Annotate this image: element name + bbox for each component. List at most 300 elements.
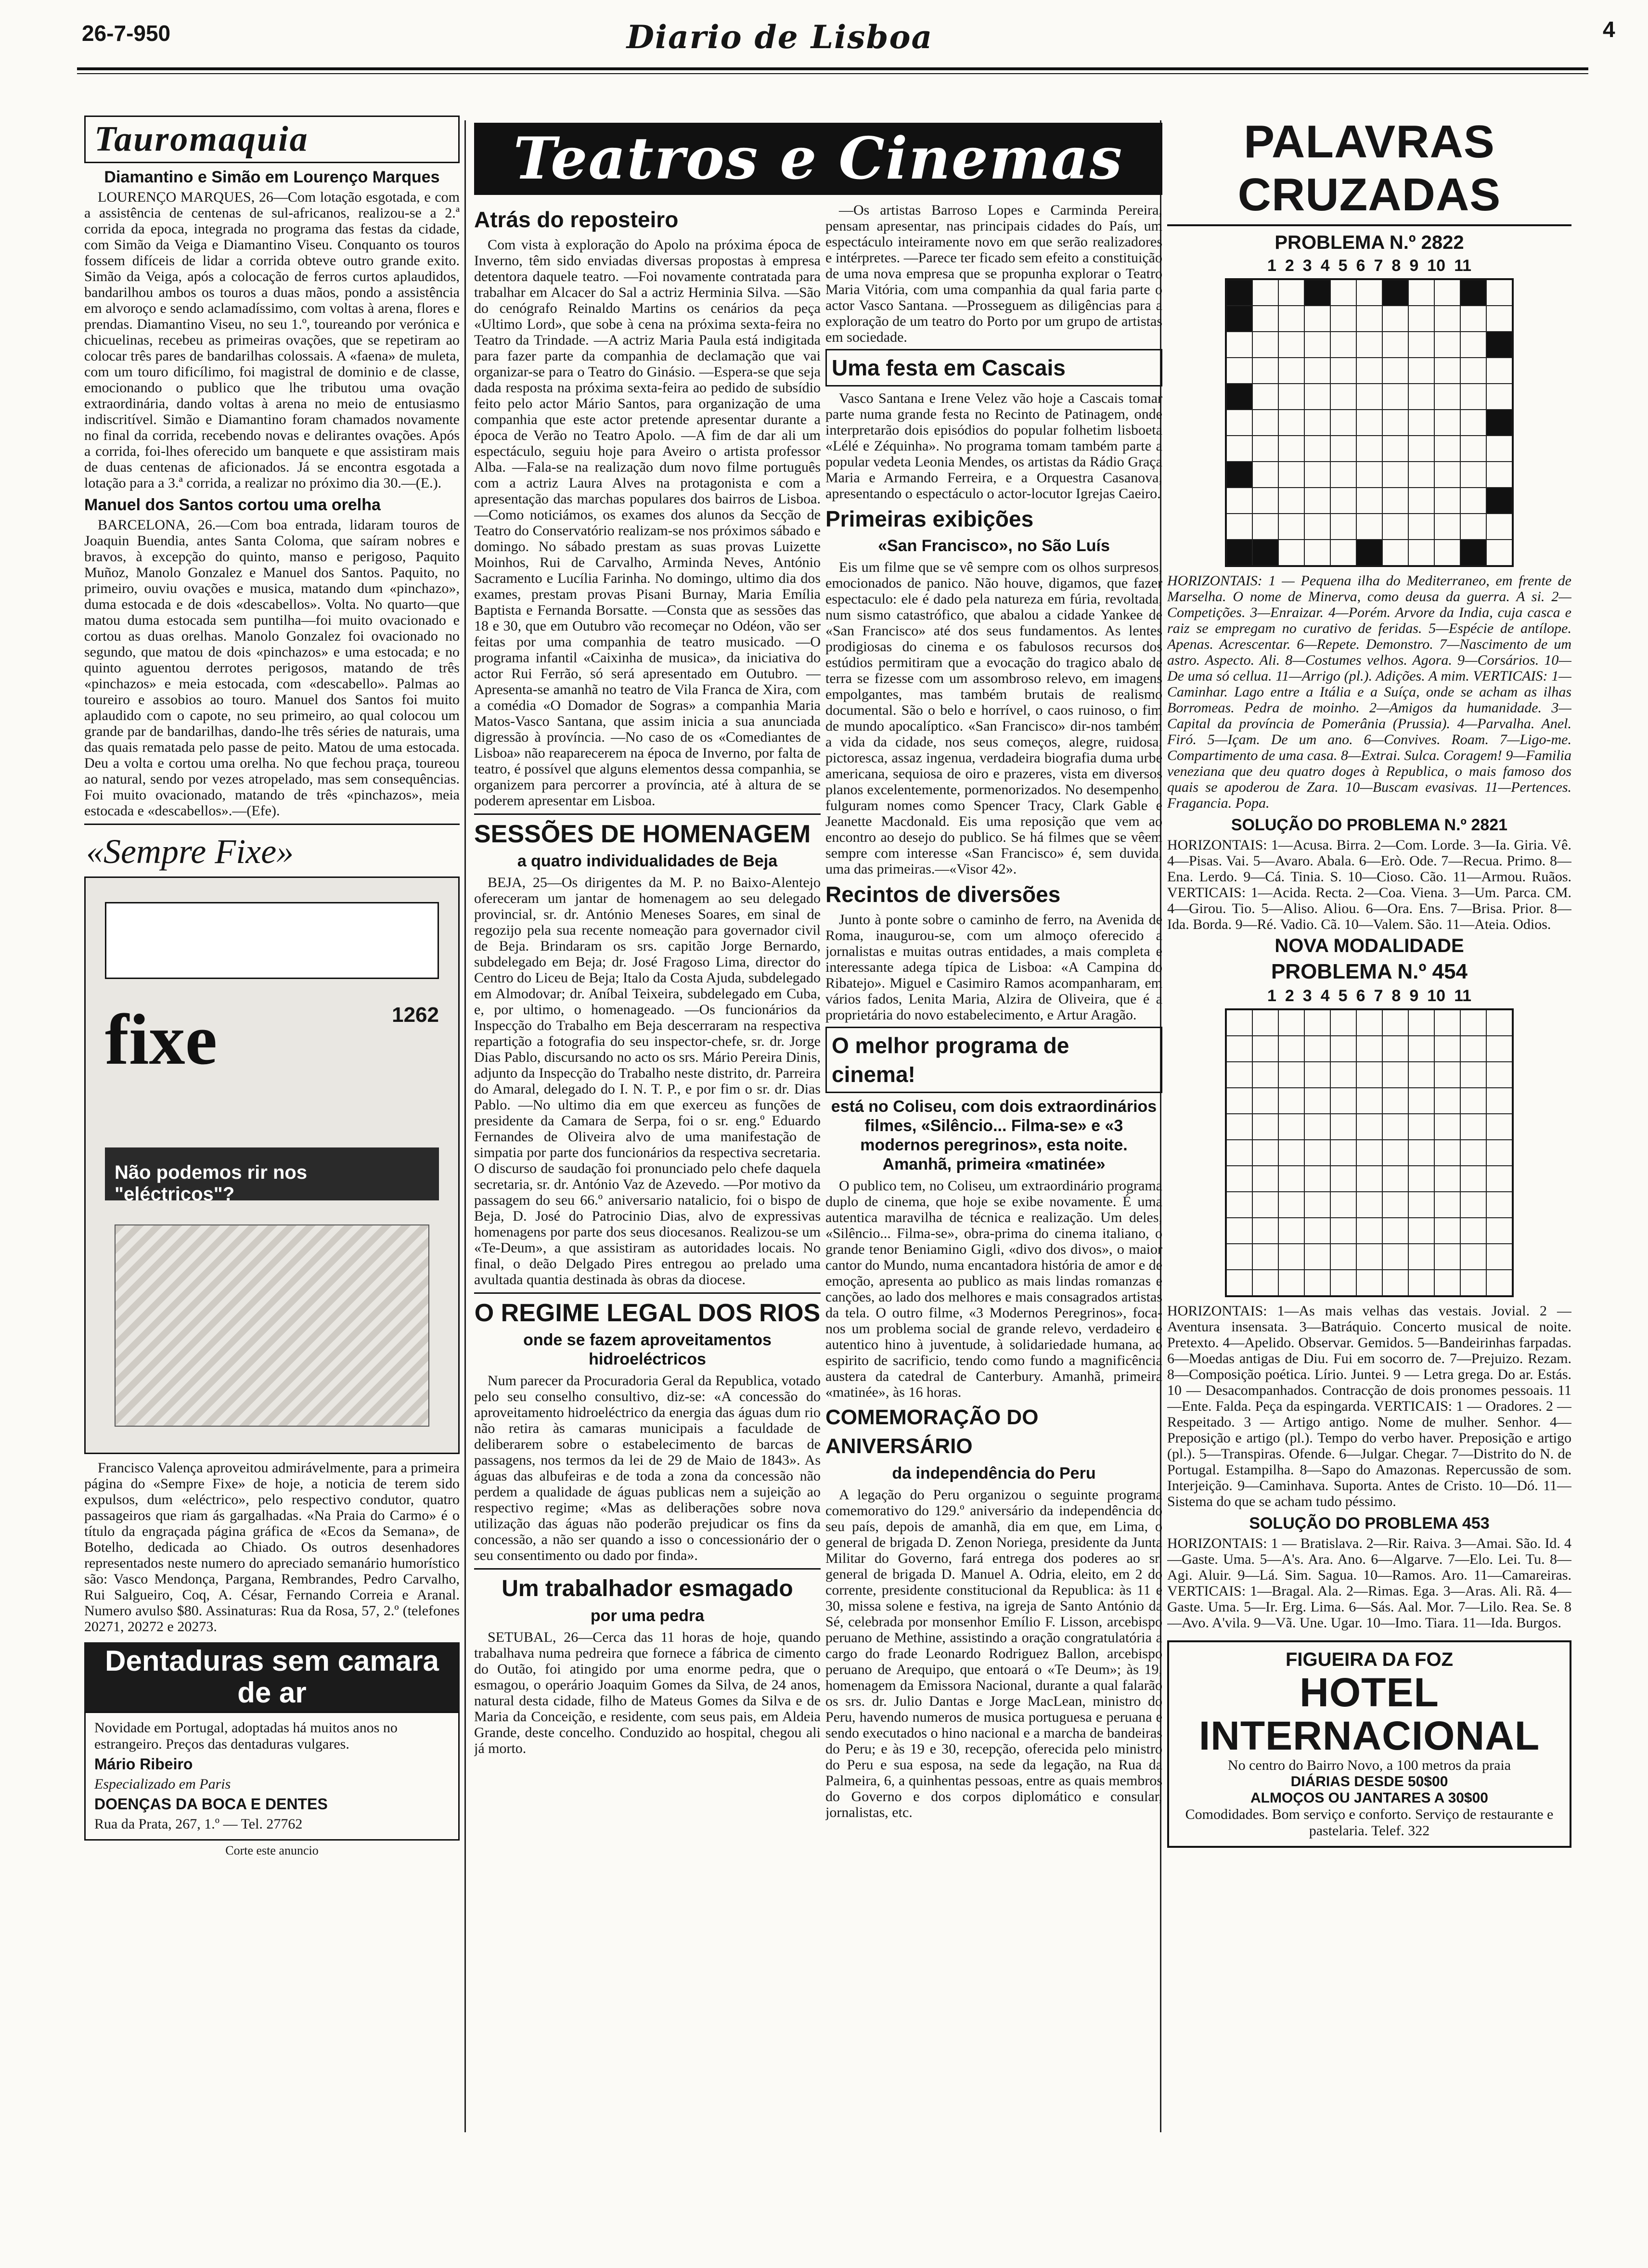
article-body: Eis um filme que se vê sempre com os olhos surpresos, emocionados de panico. Não houve, digamos, que fazer espectaculo: ele é dado pela natureza em fúria, revoltada, num sismo catastrófico, que abalou a cidade Yankee de «San Francisco» até dos seus fundamentos. As lentes prodigiosas do cinema e os fabulosos recursos dos estúdios permitiram que a evocação do tragico abalo de terra se fizesse com um assombroso relevo, em imagens empolgantes, mas também brutais de realismo documental. São o belo e horrível, o caos ruinoso, o fim de mundo apocalíptico. «San Francisco» dir-nos também a vida da cidade, nos seus começos, alegre, ruidosa, pictoresca, assaz ingenua, verdadeira biografia duma urbe americana, sequiosa de oiro e prazeres, vista em diversos planos excelentemente, pormenorizados. No desempenho, fulguram nomes como Spencer Tracy, Clark Gable e Jeanette Macdonald. Eis uma reposição que vem ao encontro ao desejo do publico. Se há filmes que se vêem sempre com interesse «San Francisco» é, sem duvida, uma das primeiras.—«Visor 42».	[825, 559, 1162, 877]
grid-cell[interactable]	[1434, 384, 1460, 410]
grid-cell[interactable]	[1460, 514, 1486, 540]
grid-cell[interactable]	[1304, 1114, 1330, 1140]
grid-cell[interactable]	[1252, 1140, 1278, 1166]
article-subheadline: onde se fazem aproveitamentos hidroeléctricos	[523, 1331, 772, 1368]
grid-cell[interactable]	[1356, 1218, 1382, 1244]
grid-cell[interactable]	[1382, 280, 1408, 306]
grid-cell[interactable]	[1278, 1192, 1304, 1218]
grid-cell[interactable]	[1330, 1244, 1356, 1270]
grid-cell[interactable]	[1278, 332, 1304, 358]
grid-cell[interactable]	[1304, 1218, 1330, 1244]
grid-cell[interactable]	[1408, 1218, 1434, 1244]
grid-cell[interactable]	[1226, 514, 1252, 540]
grid-cell[interactable]	[1486, 1062, 1512, 1088]
grid-cell[interactable]	[1408, 1088, 1434, 1114]
solution-text: HORIZONTAIS: 1—Acusa. Birra. 2—Com. Lorde. 3—Ia. Giria. Vê. 4—Pisas. Vai. 5—Avaro. Abala. 6—Erò. Ode. 7—Recua. Primo. 8—Ena. Lerdo. 9—Cá. Tinia. S. 10—Cioso. Cão. 11—Armou. Ruãos. VERTICAIS: 1—Acida. Recta. 2—Coa. Viena. 3—Um. Parca. CM. 4—Girou. Tio. 5—Aliso. Aliou. 6—Ora. Ens. 7—Brisa. Prior. 8—Ida. Borda. 9—Ré. Vadio. Cã. 10—Valem. São. 11—Ateia. Odios.	[1167, 837, 1571, 932]
grid-cell[interactable]	[1278, 1270, 1304, 1296]
grid-cell[interactable]	[1252, 1114, 1278, 1140]
grid-cell[interactable]	[1486, 1166, 1512, 1192]
grid-cell[interactable]	[1252, 462, 1278, 488]
grid-cell[interactable]	[1226, 1088, 1252, 1114]
grid-number: 9	[1409, 987, 1419, 1005]
grid-cell[interactable]	[1434, 1270, 1460, 1296]
cover-masthead	[105, 902, 439, 979]
grid-cell[interactable]	[1304, 1244, 1330, 1270]
grid-cell[interactable]	[1356, 358, 1382, 384]
grid-cell[interactable]	[1278, 436, 1304, 462]
grid-cell[interactable]	[1460, 488, 1486, 514]
grid-cell[interactable]	[1408, 514, 1434, 540]
article-headline: Manuel dos Santos cortou uma orelha	[84, 496, 381, 514]
grid-cell[interactable]	[1486, 1114, 1512, 1140]
grid-cell[interactable]	[1408, 436, 1434, 462]
section-title: «Sempre Fixe»	[86, 832, 294, 871]
grid-cell[interactable]	[1408, 358, 1434, 384]
grid-cell[interactable]	[1226, 1192, 1252, 1218]
grid-cell[interactable]	[1304, 1140, 1330, 1166]
grid-cell[interactable]	[1434, 306, 1460, 332]
section-rule	[84, 824, 460, 825]
grid-cell[interactable]	[1434, 1114, 1460, 1140]
grid-cell[interactable]	[1330, 1062, 1356, 1088]
grid-cell[interactable]	[1382, 436, 1408, 462]
grid-cell[interactable]	[1460, 1244, 1486, 1270]
grid-cell[interactable]	[1486, 436, 1512, 462]
section-rule	[474, 1292, 821, 1294]
grid-cell[interactable]	[1486, 384, 1512, 410]
article-body: LOURENÇO MARQUES, 26—Com lotação esgotada, e com a assistência de centenas de sul-africanos, realizou-se a 2.ª corrida da epoca, integrada no programa das festas da cidade, com Simão da Veiga e Diamantino Viseu. Conquanto os touros fossem difíceis de lidar a corrida obteve outro grande exito. Simão da Veiga, após a colocação de ferros curtos aplaudidos, bandarilhou ambos os touros a duas mãos, pondo a assistência em alvoroço e sendo aclamadíssimo, com voltas à arena, flores e prendas. Diamantino Viseu, no seu 1.º, toureando por verónica e chicuelinas, recebeu as primeiras ovações, que se repetiram ao colocar três pares de bandarilhas colossais. A «faena» de muleta, com um touro dificílimo, foi magistral de dominio e de classe, emocionando o publico que lhe tributou uma ovação extraordinária, dando voltas à arena no meio de entusiasmo indiscritível. Simão e Diamantino foram chamados novamente no final da corrida, recebendo novas e delirantes ovações. Após a corrida, foi-lhes oferecido um banquete e que assistiram mais de duas centenas de aficionados. Já se encontra esgotada a lotação para a 3.ª corrida, a realizar no próximo dia 30.—(E.).	[84, 189, 460, 491]
grid-cell[interactable]	[1486, 358, 1512, 384]
grid-cell[interactable]	[1460, 436, 1486, 462]
grid-cell[interactable]	[1252, 514, 1278, 540]
grid-number: 10	[1427, 257, 1446, 275]
article-body: Francisco Valença aproveitou admirávelmente, para a primeira página do «Sempre Fixe» de hoje, a noticia de terem sido expulsos, dum «eléctrico», pelo respectivo condutor, quatro passageiros que riam ás gargalhadas. «Na Praia do Carmo» é o título da engraçada página gráfica de «Ecos da Semana», de Botelho, dedicada ao Chiado. Os outros desenhadores representados neste numero do apreciado semanário humorístico são: Vasco Mendonça, Pargana, Rembrandes, Pedro Carvalho, Rui Salgueiro, Coq, A. César, Fernando Correia e Aranal. Numero avulso $80. Assinaturas: Rua da Rosa, 57, 2.º (telefones 20271, 20272 e 20273.	[84, 1460, 460, 1635]
grid-cell[interactable]	[1434, 358, 1460, 384]
grid-cell[interactable]	[1330, 1114, 1356, 1140]
grid-cell[interactable]	[1486, 1192, 1512, 1218]
grid-cell[interactable]	[1408, 1140, 1434, 1166]
grid-cell[interactable]	[1460, 280, 1486, 306]
grid-cell[interactable]	[1304, 462, 1330, 488]
grid-cell[interactable]	[1408, 280, 1434, 306]
grid-cell[interactable]	[1434, 436, 1460, 462]
grid-cell[interactable]	[1460, 410, 1486, 436]
grid-cell[interactable]	[1330, 488, 1356, 514]
grid-cell[interactable]	[1252, 1218, 1278, 1244]
ad-headline: Dentaduras sem camara de ar	[84, 1642, 460, 1712]
grid-cell[interactable]	[1356, 1192, 1382, 1218]
grid-cell[interactable]	[1252, 1062, 1278, 1088]
crossword-grid	[1225, 278, 1514, 567]
grid-cell[interactable]	[1252, 436, 1278, 462]
grid-cell[interactable]	[1278, 514, 1304, 540]
grid-cell[interactable]	[1226, 488, 1252, 514]
grid-cell[interactable]	[1460, 1036, 1486, 1062]
grid-cell[interactable]	[1278, 1062, 1304, 1088]
grid-cell[interactable]	[1434, 1036, 1460, 1062]
grid-cell[interactable]	[1330, 332, 1356, 358]
newspaper-masthead: Diario de Lisboa	[626, 18, 933, 56]
grid-number: 11	[1454, 257, 1472, 275]
grid-cell[interactable]	[1486, 488, 1512, 514]
grid-cell[interactable]	[1226, 1166, 1252, 1192]
grid-cell[interactable]	[1486, 1270, 1512, 1296]
grid-cell[interactable]	[1408, 1270, 1434, 1296]
grid-cell[interactable]	[1486, 1088, 1512, 1114]
grid-cell[interactable]	[1278, 410, 1304, 436]
grid-cell[interactable]	[1408, 1166, 1434, 1192]
grid-cell[interactable]	[1356, 306, 1382, 332]
grid-cell[interactable]	[1304, 514, 1330, 540]
grid-cell[interactable]	[1356, 436, 1382, 462]
grid-cell[interactable]	[1434, 1218, 1460, 1244]
grid-cell[interactable]	[1226, 306, 1252, 332]
article-subheadline: a quatro individualidades de Beja	[517, 852, 778, 870]
grid-cell[interactable]	[1460, 1140, 1486, 1166]
grid-cell[interactable]	[1304, 1270, 1330, 1296]
grid-cell[interactable]	[1356, 1140, 1382, 1166]
grid-cell[interactable]	[1460, 1114, 1486, 1140]
grid-cell[interactable]	[1330, 358, 1356, 384]
grid-cell[interactable]	[1434, 1166, 1460, 1192]
grid-cell[interactable]	[1434, 1010, 1460, 1036]
grid-cell[interactable]	[1356, 332, 1382, 358]
grid-cell[interactable]	[1330, 1270, 1356, 1296]
grid-cell[interactable]	[1434, 410, 1460, 436]
grid-cell[interactable]	[1382, 384, 1408, 410]
article-subheadline: da independência do Peru	[892, 1464, 1096, 1482]
grid-cell[interactable]	[1356, 462, 1382, 488]
grid-cell[interactable]	[1356, 540, 1382, 566]
grid-cell[interactable]	[1226, 1114, 1252, 1140]
grid-cell[interactable]	[1330, 1088, 1356, 1114]
grid-number: 10	[1427, 987, 1446, 1005]
grid-cell[interactable]	[1460, 462, 1486, 488]
grid-cell[interactable]	[1226, 462, 1252, 488]
grid-cell[interactable]	[1252, 488, 1278, 514]
grid-number: 11	[1454, 987, 1472, 1005]
grid-cell[interactable]	[1226, 358, 1252, 384]
grid-cell[interactable]	[1434, 280, 1460, 306]
grid-cell[interactable]	[1382, 1088, 1408, 1114]
grid-cell[interactable]	[1304, 280, 1330, 306]
teatros-cinemas-banner: Teatros e Cinemas	[474, 123, 1162, 195]
grid-cell[interactable]	[1382, 514, 1408, 540]
grid-cell[interactable]	[1382, 410, 1408, 436]
solution-title: SOLUÇÃO DO PROBLEMA 453	[1249, 1514, 1490, 1533]
hotel-advertisement	[1167, 1640, 1571, 1848]
grid-cell[interactable]	[1330, 306, 1356, 332]
column-divider	[464, 120, 466, 2132]
grid-cell[interactable]	[1252, 540, 1278, 566]
article-body: BEJA, 25—Os dirigentes da M. P. no Baixo-Alentejo ofereceram um jantar de homenagem ao seu delegado provincial, sr. dr. António Meneses Soares, em sinal de regozijo pela sua recente nomeação para governador civil de Beja. Brindaram os srs. capitão Jorge Bernardo, subdelegado em Beja; dr. José Fragoso Lima, director do Centro do Liceu de Beja; Italo da Costa Ajuda, subdelegado em Almodovar; dr. Aníbal Teixeira, subdelegado em Cuba, e, por ultimo, o homenageado. —Os funcionários da Inspecção do Trabalho em Beja descerraram na respectiva repartição a fotografia do seu inspector-chefe, sr. dr. Jorge Dias Pablo, discursando no acto os srs. Mário Pereira Dinis, adjunto da Inspecção do Trabalho neste distrito, dr. Parreira do Amaral, delegado do I. N. T. P., e por fim o sr. dr. Dias Pablo. —No ultimo dia em que exerceu as funções de presidente da Camara de Serpa, foi o sr. eng.º Eduardo Fernandes de Oliveira alvo de uma manifestação de simpatia por parte dos funcionários da respectiva secretaria. O discurso de saudação foi pronunciado pelo chefe daquela secretaria, sr. dr. António Vaz de Azevedo. —Por motivo da passagem do seu 66.º aniversario natalicio, foi o bispo de Beja, D. José do Patrocinio Dias, alvo de expressivas homenagens por parte dos seus diocesanos. Realizou-se um «Te-Deum», a que assistiram as autoridades locais. No final, o deão Delgado Pires entregou ao prelado uma avultada quantia destinada às obras da diocese.	[474, 875, 821, 1288]
grid-cell[interactable]	[1304, 540, 1330, 566]
grid-cell[interactable]	[1486, 514, 1512, 540]
grid-cell[interactable]	[1252, 358, 1278, 384]
article-subheadline: por uma pedra	[590, 1607, 705, 1625]
grid-cell[interactable]	[1382, 1010, 1408, 1036]
grid-cell[interactable]	[1330, 410, 1356, 436]
grid-cell[interactable]	[1226, 1062, 1252, 1088]
grid-cell[interactable]	[1382, 1140, 1408, 1166]
grid-cell[interactable]	[1486, 306, 1512, 332]
grid-cell[interactable]	[1408, 332, 1434, 358]
grid-cell[interactable]	[1382, 332, 1408, 358]
grid-cell[interactable]	[1408, 1192, 1434, 1218]
grid-cell[interactable]	[1252, 1270, 1278, 1296]
grid-cell[interactable]	[1356, 488, 1382, 514]
grid-cell[interactable]	[1408, 410, 1434, 436]
grid-cell[interactable]	[1460, 1010, 1486, 1036]
article-headline: O REGIME LEGAL DOS RIOS	[474, 1299, 821, 1327]
grid-cell[interactable]	[1226, 384, 1252, 410]
grid-cell[interactable]	[1226, 1244, 1252, 1270]
grid-cell[interactable]	[1356, 384, 1382, 410]
column-tauromaquia	[84, 116, 460, 2152]
article-headline: O melhor programa de cinema!	[825, 1027, 1162, 1093]
article-subheadline: «San Francisco», no São Luís	[878, 537, 1110, 555]
grid-cell[interactable]	[1486, 1140, 1512, 1166]
grid-cell[interactable]	[1382, 358, 1408, 384]
grid-cell[interactable]	[1486, 462, 1512, 488]
grid-cell[interactable]	[1356, 514, 1382, 540]
grid-cell[interactable]	[1226, 1010, 1252, 1036]
grid-cell[interactable]	[1330, 1192, 1356, 1218]
grid-number: 7	[1374, 257, 1383, 275]
ad-specialization: Especializado em Paris	[94, 1776, 231, 1792]
grid-cell[interactable]	[1408, 1010, 1434, 1036]
grid-cell[interactable]	[1278, 1140, 1304, 1166]
grid-cell[interactable]	[1226, 332, 1252, 358]
grid-cell[interactable]	[1434, 1244, 1460, 1270]
grid-cell[interactable]	[1226, 410, 1252, 436]
grid-cell[interactable]	[1278, 1114, 1304, 1140]
clues-text: HORIZONTAIS: 1 — Pequena ilha do Mediterraneo, em frente de Marselha. O nome de Minerva, como deusa da guerra. A si. 2—Competições. 3—Enraizar. 4—Porém. Arvore da India, cuja casca e raiz se empregam no curativo de feridas. 5—Espécie de antílope. Apenas. Acrescentar. 6—Repete. Demonstro. 7—Nascimento de um astro. Aspecto. Ali. 8—Costumes velhos. Agora. 9—Corsários. 10—De uma só cellua. 11—Arrigo (pl.). Adições. A mim. VERTICAIS: 1—Caminhar. Lago entre a Itália e a Suíça, onde se acham as ilhas Borromeas. Pedra de moinho. 2—Amigos da humanidade. 3—Capital da província de Pomerânia (Prussia). 4—Parvalha. Anel. Firó. 5—Içam. De um ano. 6—Convives. Roam. 7—Ligo-me. Compartimento de uma casa. 8—Extrai. Sulca. Coragem! 9—Familia veneziana que deu quatro doges à Republica, o mais famoso dos quais se apoderou de Zara. 10—Buscam evasivas. 11—Pertences. Fragancia. Popa.	[1167, 573, 1571, 811]
grid-cell[interactable]	[1278, 1010, 1304, 1036]
dentures-advertisement	[84, 1642, 460, 1858]
grid-cell[interactable]	[1278, 384, 1304, 410]
grid-cell[interactable]	[1252, 1036, 1278, 1062]
grid-cell[interactable]	[1304, 1166, 1330, 1192]
grid-cell[interactable]	[1226, 1270, 1252, 1296]
grid-cell[interactable]	[1278, 280, 1304, 306]
grid-cell[interactable]	[1278, 358, 1304, 384]
grid-cell[interactable]	[1356, 1062, 1382, 1088]
grid-cell[interactable]	[1252, 384, 1278, 410]
ad-address: Rua da Prata, 267, 1.º — Tel. 27762	[94, 1816, 303, 1832]
cover-illustration	[115, 1224, 429, 1427]
grid-cell[interactable]	[1226, 540, 1252, 566]
grid-cell[interactable]	[1460, 1088, 1486, 1114]
grid-cell[interactable]	[1382, 1270, 1408, 1296]
grid-cell[interactable]	[1304, 1192, 1330, 1218]
grid-cell[interactable]	[1278, 462, 1304, 488]
grid-number: 4	[1320, 987, 1330, 1005]
grid-cell[interactable]	[1278, 306, 1304, 332]
grid-cell[interactable]	[1382, 1114, 1408, 1140]
grid-cell[interactable]	[1252, 1010, 1278, 1036]
grid-cell[interactable]	[1304, 410, 1330, 436]
grid-cell[interactable]	[1304, 1062, 1330, 1088]
grid-cell[interactable]	[1408, 1036, 1434, 1062]
grid-cell[interactable]	[1382, 540, 1408, 566]
grid-cell[interactable]	[1252, 306, 1278, 332]
grid-cell[interactable]	[1356, 1114, 1382, 1140]
grid-cell[interactable]	[1486, 540, 1512, 566]
grid-cell[interactable]	[1330, 1166, 1356, 1192]
grid-cell[interactable]	[1408, 462, 1434, 488]
grid-number: 7	[1374, 987, 1383, 1005]
grid-cell[interactable]	[1252, 1166, 1278, 1192]
grid-number: 8	[1391, 257, 1401, 275]
grid-cell[interactable]	[1460, 332, 1486, 358]
page-number: 4	[1603, 17, 1615, 42]
grid-cell[interactable]	[1382, 1218, 1408, 1244]
grid-cell[interactable]	[1330, 462, 1356, 488]
grid-cell[interactable]	[1434, 462, 1460, 488]
grid-cell[interactable]	[1408, 540, 1434, 566]
grid-cell[interactable]	[1486, 1244, 1512, 1270]
grid-cell[interactable]	[1486, 410, 1512, 436]
grid-cell[interactable]	[1278, 1166, 1304, 1192]
grid-cell[interactable]	[1226, 1218, 1252, 1244]
grid-cell[interactable]	[1408, 306, 1434, 332]
grid-cell[interactable]	[1330, 514, 1356, 540]
grid-cell[interactable]	[1434, 1192, 1460, 1218]
article-headline: SESSÕES DE HOMENAGEM	[474, 820, 811, 848]
grid-cell[interactable]	[1486, 1218, 1512, 1244]
grid-cell[interactable]	[1460, 1218, 1486, 1244]
grid-cell[interactable]	[1382, 306, 1408, 332]
grid-cell[interactable]	[1278, 1218, 1304, 1244]
column-cinema	[825, 202, 1162, 2152]
grid-cell[interactable]	[1252, 410, 1278, 436]
grid-cell[interactable]	[1434, 514, 1460, 540]
grid-cell[interactable]	[1356, 1088, 1382, 1114]
article-body: Junto à ponte sobre o caminho de ferro, na Avenida de Roma, inaugurou-se, com um almoço oferecido a jornalistas e muitas outras entidades, a mais completa e interessante adega típica de Lisboa: «A Campina do Ribatejo». Miguel e Casimiro Ramos acompanharam, em vários fados, Lenita Maria, Alzira de Oliveira, que é a proprietária do novo estabelecimento, e Artur Aragão.	[825, 912, 1162, 1023]
grid-cell[interactable]	[1486, 280, 1512, 306]
grid-cell[interactable]	[1330, 1140, 1356, 1166]
grid-cell[interactable]	[1304, 1010, 1330, 1036]
grid-cell[interactable]	[1408, 488, 1434, 514]
grid-cell[interactable]	[1408, 1114, 1434, 1140]
grid-cell[interactable]	[1486, 1010, 1512, 1036]
grid-cell[interactable]	[1278, 540, 1304, 566]
section-rule	[474, 813, 821, 815]
grid-cell[interactable]	[1330, 540, 1356, 566]
grid-cell[interactable]	[1356, 1010, 1382, 1036]
article-body: O publico tem, no Coliseu, um extraordinário programa duplo de cinema, que hoje se exibe novamente. É uma autentica maravilha de técnica e realização. Um deles, «Silêncio... Filma-se», obra-prima do cinema italiano, o grande tenor Beniamino Gigli, «divo dos divos», o maior cantor do Mundo, numa encantadora história de amor e de emoção, apresenta ao publico as mais lindas romanzas e canções, ao lado dos melhores e mais consagrados artistas da tela. O outro filme, «3 Modernos Peregrinos», foca-nos um problema social de grande relevo, verdadeiro e autentico hino à juventude, à solidariedade humana, ao espirito de sacrificio, tendo como fundo a magnificência austera da catedral de Canterbury. Amanhã, primeira «matinée», às 16 horas.	[825, 1178, 1162, 1400]
grid-cell[interactable]	[1460, 306, 1486, 332]
grid-cell[interactable]	[1434, 1140, 1460, 1166]
grid-cell[interactable]	[1304, 1088, 1330, 1114]
grid-cell[interactable]	[1252, 332, 1278, 358]
grid-cell[interactable]	[1330, 436, 1356, 462]
grid-cell[interactable]	[1382, 1166, 1408, 1192]
grid-cell[interactable]	[1486, 332, 1512, 358]
grid-cell[interactable]	[1434, 488, 1460, 514]
grid-cell[interactable]	[1460, 1062, 1486, 1088]
grid-cell[interactable]	[1304, 384, 1330, 410]
grid-cell[interactable]	[1434, 1088, 1460, 1114]
grid-cell[interactable]	[1382, 488, 1408, 514]
grid-cell[interactable]	[1356, 1270, 1382, 1296]
grid-cell[interactable]	[1304, 358, 1330, 384]
article-body: Com vista à exploração do Apolo na próxima época de Inverno, têm sido enviadas diversas propostas à empresa detentora daquele teatro. —Foi novamente contratada para trabalhar em Alcacer do Sal a actriz Herminia Silva. —São do cenógrafo Reinaldo Martins os cenários da peça «Ultimo Lord», que sobe à cena na próxima sexta-feira no Teatro da Trindade. —A actriz Maria Paula está indigitada para fazer parte da companhia de declamação que vai organizar-se para o Teatro do Ginásio. —Espera-se que seja dada resposta na próxima sexta-feira ao pedido de subsídio feito pelo actor Mário Santos, para organização de uma companhia que este actor pretende apresentar durante a época de Verão no Teatro Apolo. —A fim de dar ali um espectáculo, seguiu hoje para Aveiro o artista professor Alba. —Fala-se na realização dum novo filme português com a actriz Laura Alves na protagonista e com a apresentação das marchas populares dos bairros de Lisboa. —Como noticiámos, os exames dos alunos da Secção de Teatro do Conservatório realizam-se nos próximos sábado e domingo. No sábado prestam as suas provas Luizette Moinhos, Rui de Carvalho, Arminda Neves, António Sacramento e Lucília Farinha. No domingo, ultimo dia dos exames, prestam provas Pisani Burnay, Maria Emília Baptista e Fernanda Borsatte. —Consta que as sessões das 18 e 30, que em Outubro vão recomeçar no Odéon, vão ser feitas por uma companhia de teatro musicado. —O programa infantil «Caixinha de musica», da iniciativa do actor Rui Ferrão, só será apresentado em Outubro. —Apresenta-se amanhã no teatro de Vila Franca de Xira, com a comédia «O Domador de Sogras» a companhia Maria Matos-Vasco Santana, que assim inicia a sua anunciada digressão à província. —No caso de os «Comediantes de Lisboa» não reaparecerem na época de Inverno, por falta de teatro, é possível que alguns elementos dessa companhia, se organizem para percorrer a província, até à altura de se poderem apresentar em Lisboa.	[474, 237, 821, 809]
grid-cell[interactable]	[1356, 280, 1382, 306]
ad-cut-note: Corte este anuncio	[225, 1843, 319, 1857]
grid-cell[interactable]	[1434, 540, 1460, 566]
grid-cell[interactable]	[1382, 1244, 1408, 1270]
grid-cell[interactable]	[1330, 280, 1356, 306]
grid-cell[interactable]	[1486, 1036, 1512, 1062]
grid-cell[interactable]	[1252, 1244, 1278, 1270]
grid-column-numbers	[1167, 987, 1571, 1005]
grid-cell[interactable]	[1330, 384, 1356, 410]
hotel-location: FIGUEIRA DA FOZ	[1285, 1649, 1454, 1670]
grid-cell[interactable]	[1226, 436, 1252, 462]
grid-cell[interactable]	[1226, 1140, 1252, 1166]
article-headline: Diamantino e Simão em Lourenço Marques	[104, 168, 440, 186]
grid-cell[interactable]	[1356, 1036, 1382, 1062]
grid-cell[interactable]	[1382, 1192, 1408, 1218]
grid-cell[interactable]	[1460, 384, 1486, 410]
grid-cell[interactable]	[1330, 1036, 1356, 1062]
grid-cell[interactable]	[1460, 358, 1486, 384]
grid-cell[interactable]	[1382, 462, 1408, 488]
grid-cell[interactable]	[1226, 1036, 1252, 1062]
grid-cell[interactable]	[1356, 410, 1382, 436]
grid-cell[interactable]	[1252, 1088, 1278, 1114]
grid-number: 3	[1302, 257, 1312, 275]
grid-cell[interactable]	[1460, 540, 1486, 566]
grid-cell[interactable]	[1252, 280, 1278, 306]
grid-cell[interactable]	[1460, 1192, 1486, 1218]
ad-clinic: DOENÇAS DA BOCA E DENTES	[94, 1795, 328, 1813]
grid-cell[interactable]	[1408, 384, 1434, 410]
grid-cell[interactable]	[1460, 1166, 1486, 1192]
grid-cell[interactable]	[1408, 1244, 1434, 1270]
grid-cell[interactable]	[1356, 1244, 1382, 1270]
grid-cell[interactable]	[1278, 1244, 1304, 1270]
grid-number: 1	[1267, 987, 1276, 1005]
crossword-grid	[1225, 1008, 1514, 1297]
grid-cell[interactable]	[1304, 488, 1330, 514]
grid-cell[interactable]	[1408, 1062, 1434, 1088]
grid-cell[interactable]	[1330, 1010, 1356, 1036]
article-headline: Atrás do reposteiro	[474, 207, 679, 232]
grid-cell[interactable]	[1382, 1062, 1408, 1088]
article-body: A legação do Peru organizou o seguinte programa comemorativo do 129.º aniversário da independência do seu país, depois de amanhã, dia em que, em Lima, o general de brigada D. Zenon Noriega, presidente da Junta Militar do Governo, fará entrega dos poderes ao sr. general de brigada D. Manuel A. Odria, eleito, em 2 do corrente, presidente constitucional da Republica: às 11 e 30, missa solene e festiva, na igreja de Santo António da Sé, celebrada por monsenhor Emílio F. Lisson, arcebispo peruano de Methine, assistindo a oração congratulatória a cargo do frade Leonardo Rodriguez Ballon, arcebispo peruano de Arequipo, que entoará o «Te Deum»; às 19, homenagem da Emissora Nacional, durante a qual falarão os srs. dr. Julio Dantas e Jorge MacLean, ministro do Peru, havendo numeros de musica portuguesa e peruana e sendo executados o hino nacional e a marcha de bandeiras do Peru; e às 19 e 30, recepção, oferecida pelo ministro do Peru e sua esposa, na sede da legação, na Rua da Palmeira, 6, a quinhentas pessoas, entre as quais membros do Governo e dos corpos diplomático e consular, jornalistas, etc.	[825, 1487, 1162, 1820]
grid-cell[interactable]	[1226, 280, 1252, 306]
grid-cell[interactable]	[1434, 332, 1460, 358]
grid-cell[interactable]	[1304, 332, 1330, 358]
header-rule-thin	[77, 73, 1588, 74]
grid-cell[interactable]	[1330, 1218, 1356, 1244]
grid-cell[interactable]	[1278, 1036, 1304, 1062]
grid-cell[interactable]	[1304, 306, 1330, 332]
grid-cell[interactable]	[1278, 488, 1304, 514]
grid-cell[interactable]	[1304, 1036, 1330, 1062]
grid-cell[interactable]	[1278, 1088, 1304, 1114]
grid-cell[interactable]	[1460, 1270, 1486, 1296]
grid-cell[interactable]	[1304, 436, 1330, 462]
grid-cell[interactable]	[1356, 1166, 1382, 1192]
hotel-rates: DIÁRIAS DESDE 50$00	[1290, 1774, 1448, 1790]
grid-cell[interactable]	[1382, 1036, 1408, 1062]
grid-cell[interactable]	[1434, 1062, 1460, 1088]
grid-cell[interactable]	[1252, 1192, 1278, 1218]
